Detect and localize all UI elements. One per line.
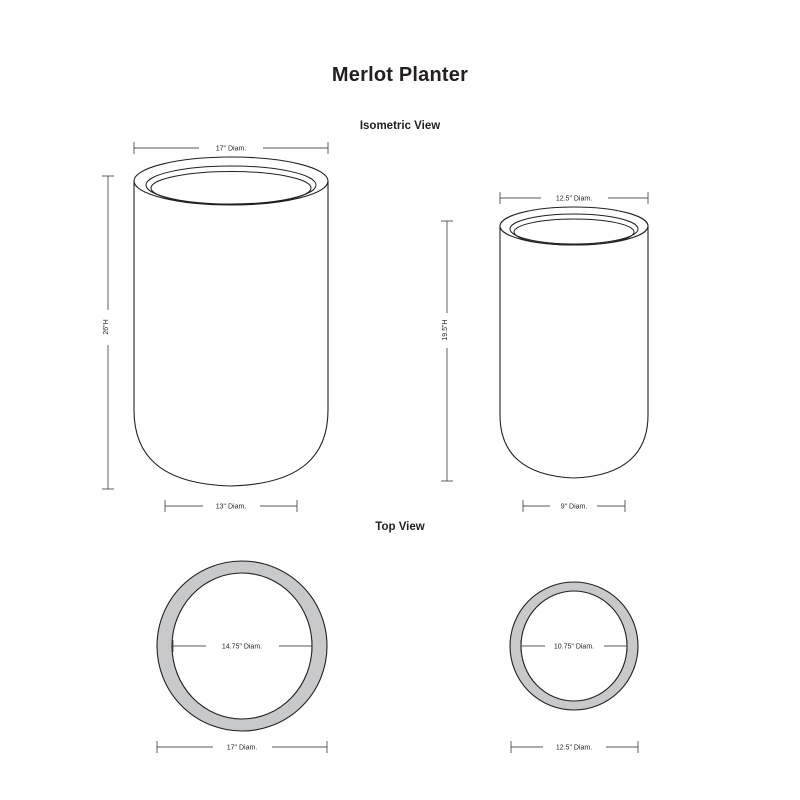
large-base-diameter-label: 13" Diam. [215, 503, 247, 511]
isometric-view-heading: Isometric View [359, 120, 441, 132]
large-planter-body [134, 181, 328, 486]
large-top-outer-diameter-dimension [157, 741, 327, 753]
large-base-diameter-dimension [165, 500, 297, 512]
large-height-label: 26"H [103, 319, 110, 335]
page-title: Merlot Planter [331, 64, 469, 86]
small-top-diameter-label: 12.5" Diam. [555, 195, 593, 203]
small-top-outer-diameter-dimension [511, 741, 638, 753]
large-top-diameter-label: 17" Diam. [215, 145, 247, 153]
small-top-outer-diameter-label: 12.5" Diam. [555, 744, 593, 752]
small-height-dimension [441, 221, 453, 481]
large-top-outer-diameter-label: 17" Diam. [226, 744, 258, 752]
top-view-heading: Top View [375, 521, 425, 533]
small-base-diameter-label: 9" Diam. [560, 503, 588, 511]
large-planter-rim-outer [134, 157, 328, 205]
small-base-diameter-dimension [523, 500, 625, 512]
large-height-dimension [102, 176, 114, 489]
large-top-diameter-dimension [134, 142, 328, 154]
small-height-label: 19.5"H [442, 319, 449, 341]
small-planter-rim-outer [500, 207, 648, 245]
large-planter-isometric [134, 157, 328, 486]
small-planter-isometric [500, 207, 648, 478]
small-planter-body [500, 226, 648, 478]
large-top-inner-diameter-label: 14.75" Diam. [221, 643, 263, 651]
small-top-inner-diameter-label: 10.75" Diam. [553, 643, 595, 651]
small-top-diameter-dimension [500, 192, 648, 204]
